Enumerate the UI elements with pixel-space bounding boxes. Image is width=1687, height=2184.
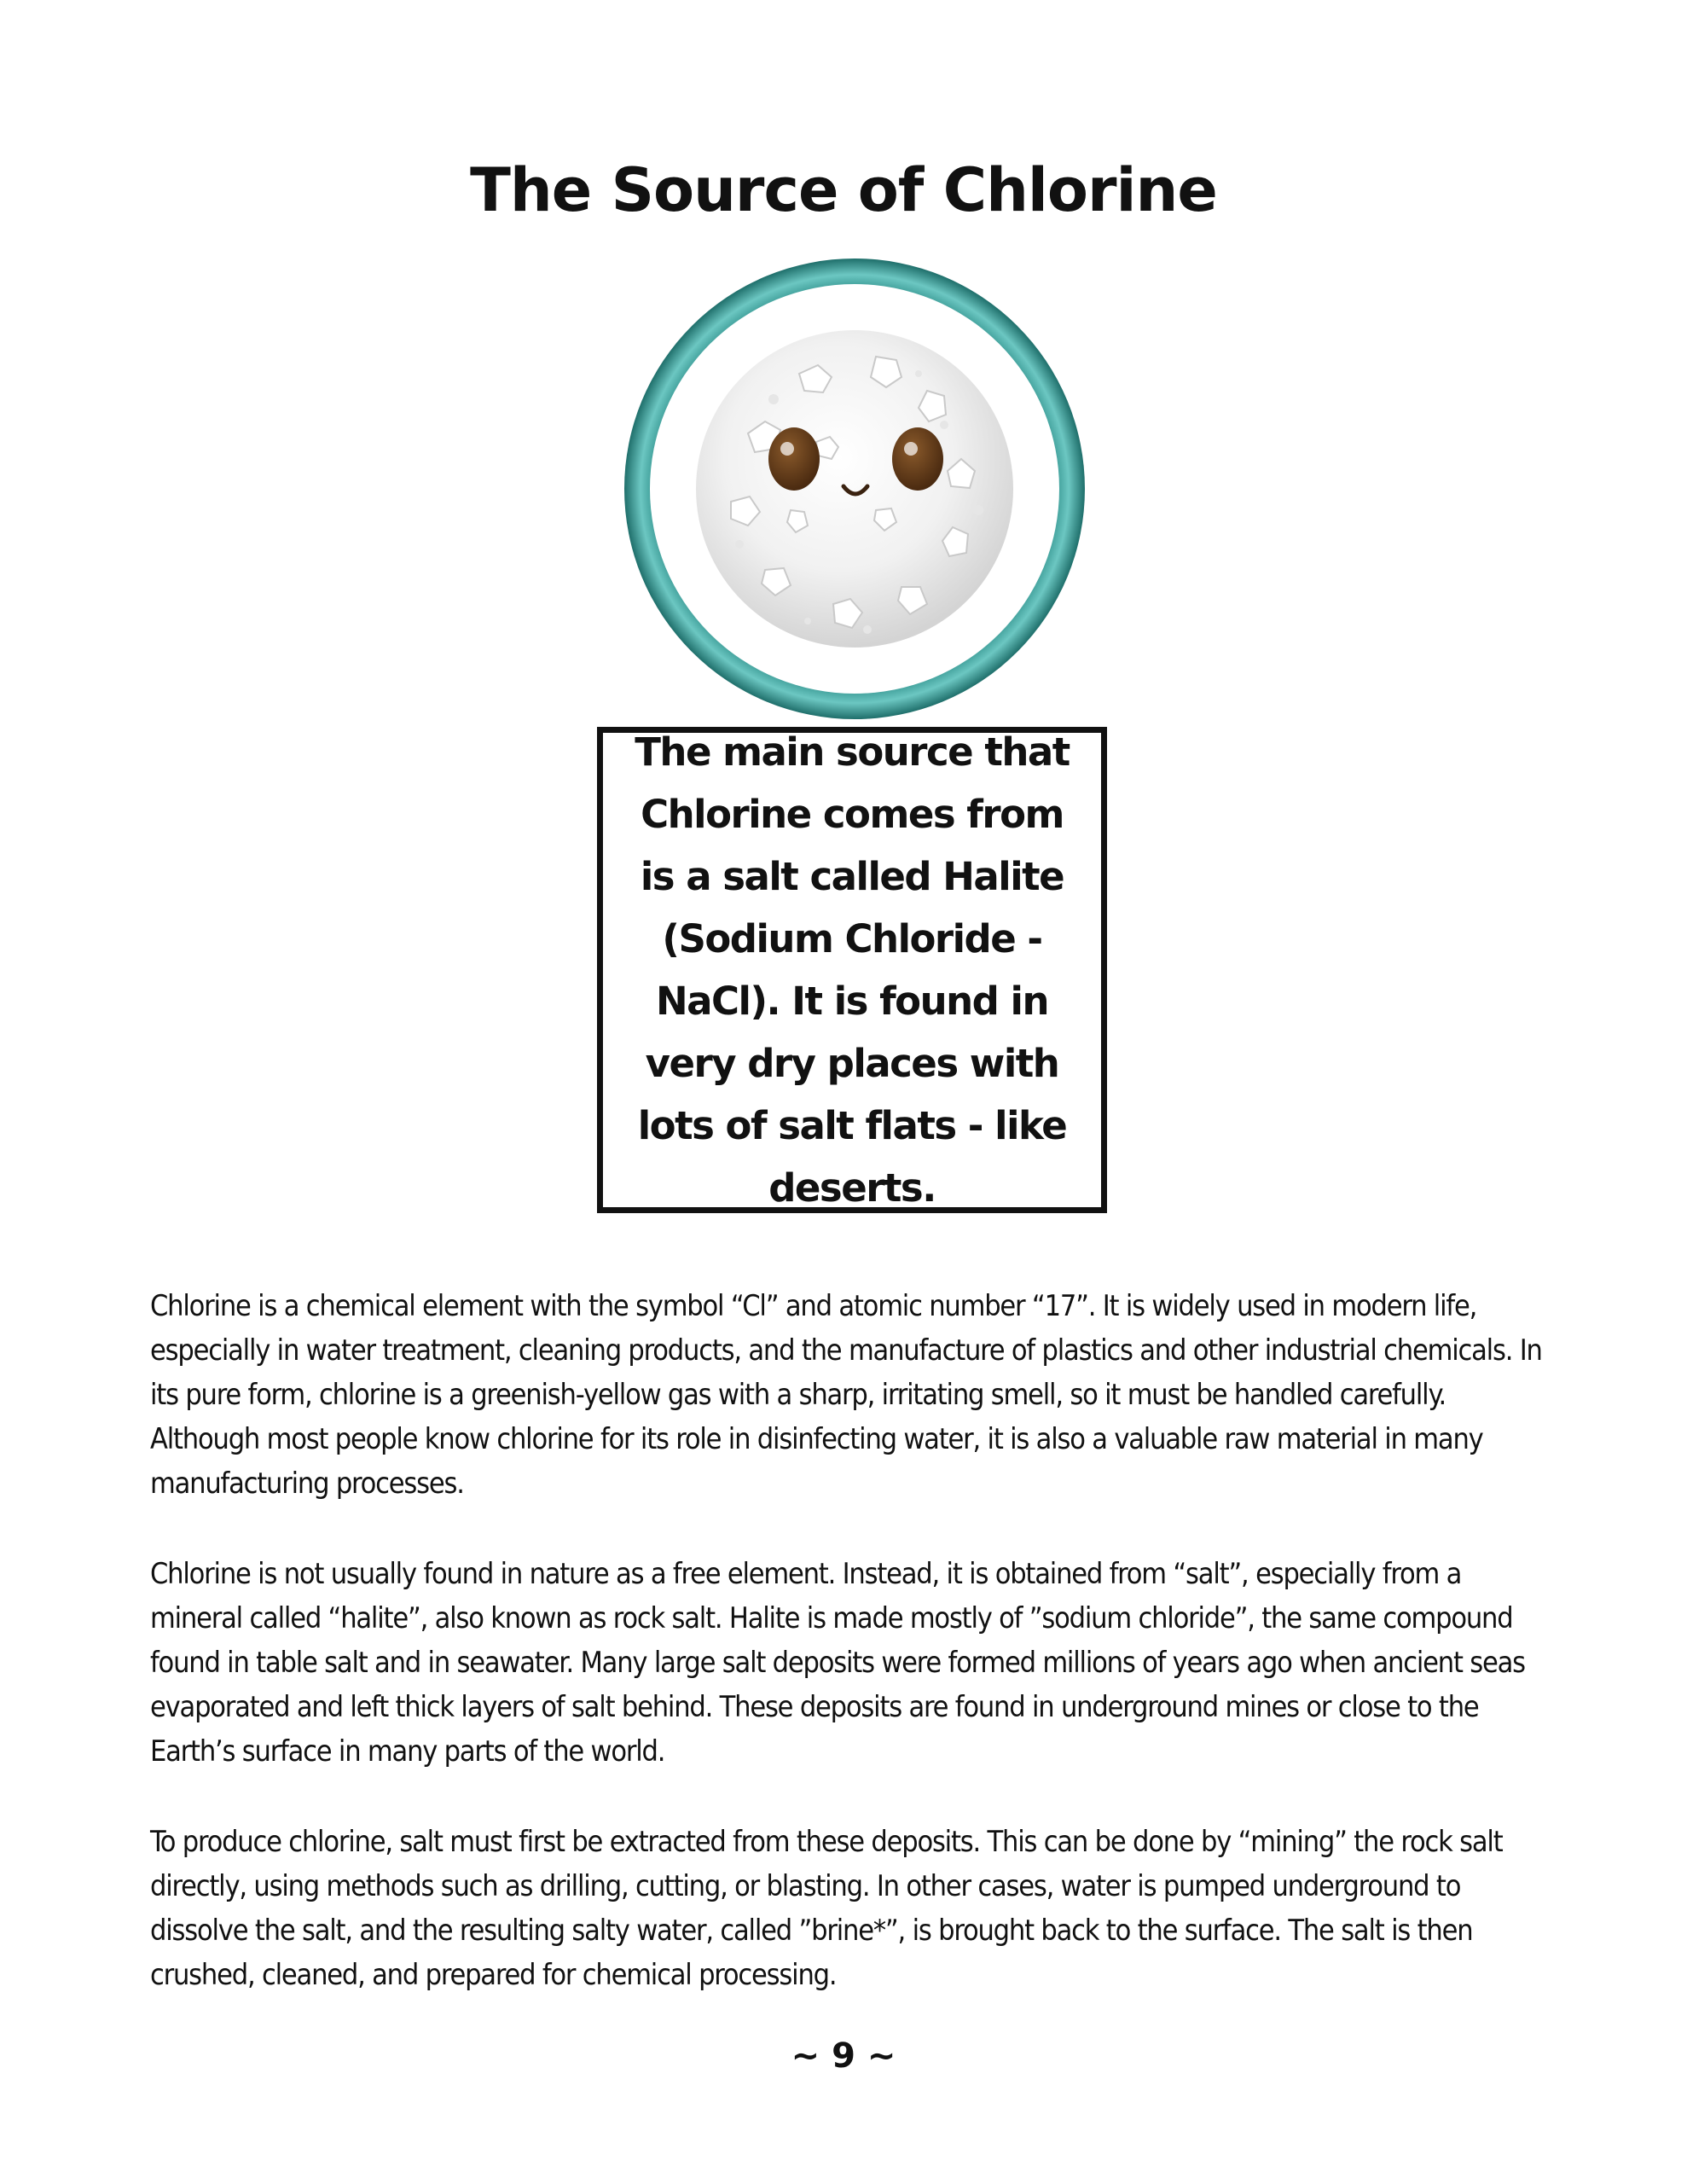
left-eye — [768, 427, 820, 491]
page-number: ~ 9 ~ — [791, 2036, 896, 2076]
paragraph-2: Chlorine is not usually found in nature as a free element. Instead, it is obtained from “salt”, especially from a mineral called “halite”, also known as rock salt. Halite is made mostly of ”sodium chloride”, the same compound found in table salt and in seawater. Many large salt deposits were formed millions of years ago when ancient seas evaporated and left thick layers of salt behind. These deposits are found in underground mines or close to the Earth’s surface in many parts of the world. — [150, 1557, 1525, 1769]
salt-ball — [696, 330, 1013, 648]
right-eye-highlight — [904, 442, 918, 456]
info-callout-text: The main source that Chlorine comes from is a salt called Halite (Sodium Chloride - NaCl). It is found in very dry places with lots of salt flats - like deserts. — [635, 729, 1070, 1211]
left-eye-highlight — [780, 442, 794, 456]
paragraph-1: Chlorine is a chemical element with the symbol “Cl” and atomic number “17”. It is widely used in modern life, especially in water treatment, cleaning products, and the manufacture of plastics and other industrial chemicals. In its pure form, chlorine is a greenish-yellow gas with a sharp, irritating smell, so it must be handled carefully. Although most people know chlorine for its role in disinfecting water, it is also a valuable raw material in many manufacturing processes. — [150, 1289, 1542, 1501]
info-callout-box — [597, 727, 1107, 1213]
salt-crystal-face-icon — [620, 254, 1089, 723]
salt-mascot-illustration — [620, 254, 1089, 723]
page-title: The Source of Chlorine — [470, 155, 1217, 225]
right-eye — [892, 427, 943, 491]
body-text — [150, 1284, 1557, 2043]
paragraph-3: To produce chlorine, salt must first be extracted from these deposits. This can be done by “mining” the rock salt directly, using methods such as drilling, cutting, or blasting. In other cases, water is pumped underground to dissolve the salt, and the resulting salty water, called ”brine*”, is brought back to the surface. The salt is then crushed, cleaned, and prepared for chemical processing. — [150, 1825, 1503, 1992]
